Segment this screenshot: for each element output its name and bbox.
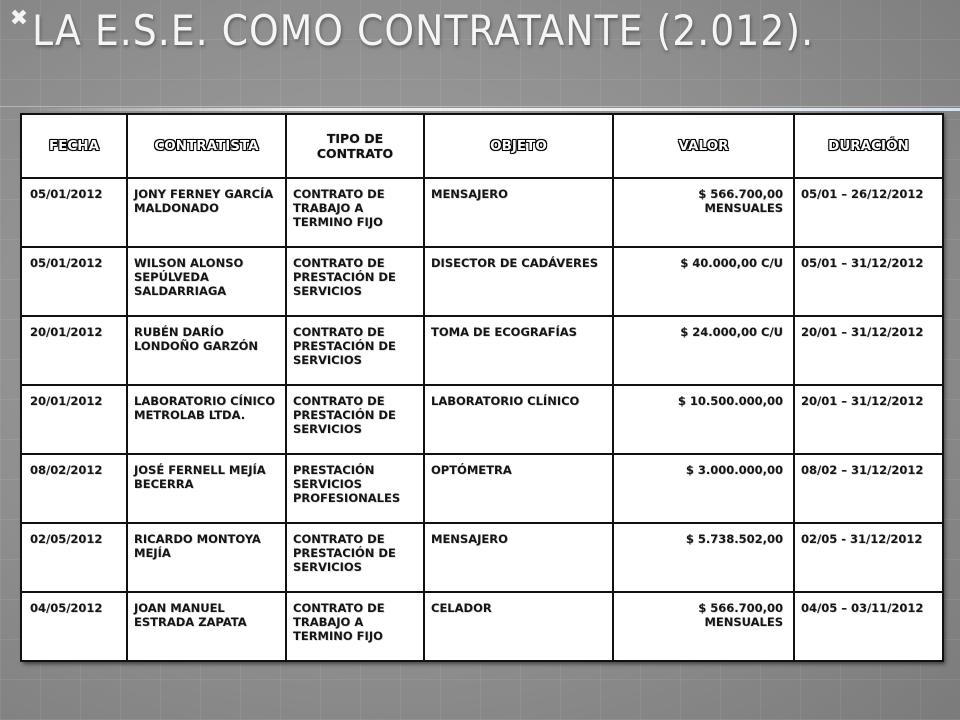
cell-valor: $ 566.700,00 MENSUALES bbox=[613, 592, 794, 661]
cell-tipo: CONTRATO DE PRESTACIÓN DE SERVICIOS bbox=[286, 316, 424, 385]
header-duracion: DURACIÓN bbox=[794, 114, 943, 178]
cell-valor: $ 566.700,00 MENSUALES bbox=[613, 178, 794, 247]
cell-tipo: CONTRATO DE PRESTACIÓN DE SERVICIOS bbox=[286, 523, 424, 592]
cell-objeto: LABORATORIO CLÍNICO bbox=[424, 385, 613, 454]
cell-valor: $ 24.000,00 C/U bbox=[613, 316, 794, 385]
cell-duracion: 02/05 - 31/12/2012 bbox=[794, 523, 943, 592]
cell-fecha: 20/01/2012 bbox=[21, 316, 127, 385]
table-row bbox=[21, 454, 943, 523]
cell-valor: $ 3.000.000,00 bbox=[613, 454, 794, 523]
cell-valor: $ 10.500.000,00 bbox=[613, 385, 794, 454]
header-objeto: OBJETO bbox=[424, 114, 613, 178]
cell-contratista: WILSON ALONSO SEPÚLVEDA SALDARRIAGA bbox=[127, 247, 286, 316]
cell-duracion: 20/01 – 31/12/2012 bbox=[794, 385, 943, 454]
header-fecha: FECHA bbox=[21, 114, 127, 178]
cell-duracion: 04/05 – 03/11/2012 bbox=[794, 592, 943, 661]
divider-line bbox=[0, 106, 960, 107]
cell-objeto: MENSAJERO bbox=[424, 178, 613, 247]
table-row bbox=[21, 592, 943, 661]
cell-contratista: JONY FERNEY GARCÍA MALDONADO bbox=[127, 178, 286, 247]
table-header-row bbox=[21, 114, 943, 178]
cell-contratista: JOSÉ FERNELL MEJÍA BECERRA bbox=[127, 454, 286, 523]
contracts-table-container bbox=[20, 113, 942, 661]
table-row bbox=[21, 247, 943, 316]
header-tipo-contrato: TIPO DE CONTRATO bbox=[286, 114, 424, 178]
cell-valor: $ 40.000,00 C/U bbox=[613, 247, 794, 316]
cell-contratista: RICARDO MONTOYA MEJÍA bbox=[127, 523, 286, 592]
cell-duracion: 05/01 – 26/12/2012 bbox=[794, 178, 943, 247]
page-title: LA E.S.E. COMO CONTRATANTE (2.012). bbox=[32, 6, 815, 55]
cell-tipo: CONTRATO DE TRABAJO A TERMINO FIJO bbox=[286, 592, 424, 661]
cell-tipo: CONTRATO DE PRESTACIÓN DE SERVICIOS bbox=[286, 385, 424, 454]
table-row bbox=[21, 523, 943, 592]
cell-duracion: 08/02 – 31/12/2012 bbox=[794, 454, 943, 523]
cell-fecha: 02/05/2012 bbox=[21, 523, 127, 592]
header-valor: VALOR bbox=[613, 114, 794, 178]
cell-fecha: 05/01/2012 bbox=[21, 247, 127, 316]
cell-fecha: 20/01/2012 bbox=[21, 385, 127, 454]
header-contratista: CONTRATISTA bbox=[127, 114, 286, 178]
table-row bbox=[21, 178, 943, 247]
divider-glow bbox=[20, 108, 960, 111]
cell-objeto: OPTÓMETRA bbox=[424, 454, 613, 523]
cell-tipo: CONTRATO DE TRABAJO A TERMINO FIJO bbox=[286, 178, 424, 247]
cell-valor: $ 5.738.502,00 bbox=[613, 523, 794, 592]
cell-objeto: TOMA DE ECOGRAFÍAS bbox=[424, 316, 613, 385]
cell-tipo: PRESTACIÓN SERVICIOS PROFESIONALES bbox=[286, 454, 424, 523]
cell-fecha: 04/05/2012 bbox=[21, 592, 127, 661]
cell-contratista: JOAN MANUEL ESTRADA ZAPATA bbox=[127, 592, 286, 661]
cell-tipo: CONTRATO DE PRESTACIÓN DE SERVICIOS bbox=[286, 247, 424, 316]
cell-contratista: LABORATORIO CÍNICO METROLAB LTDA. bbox=[127, 385, 286, 454]
cell-contratista: RUBÉN DARÍO LONDOÑO GARZÓN bbox=[127, 316, 286, 385]
bullet-x-icon: ✖ bbox=[9, 6, 29, 31]
table-row bbox=[21, 316, 943, 385]
cell-fecha: 05/01/2012 bbox=[21, 178, 127, 247]
cell-objeto: DISECTOR DE CADÁVERES bbox=[424, 247, 613, 316]
table-row bbox=[21, 385, 943, 454]
cell-duracion: 05/01 – 31/12/2012 bbox=[794, 247, 943, 316]
cell-duracion: 20/01 – 31/12/2012 bbox=[794, 316, 943, 385]
cell-fecha: 08/02/2012 bbox=[21, 454, 127, 523]
cell-objeto: CELADOR bbox=[424, 592, 613, 661]
title-bar bbox=[0, 0, 960, 62]
contracts-table bbox=[20, 113, 944, 662]
cell-objeto: MENSAJERO bbox=[424, 523, 613, 592]
